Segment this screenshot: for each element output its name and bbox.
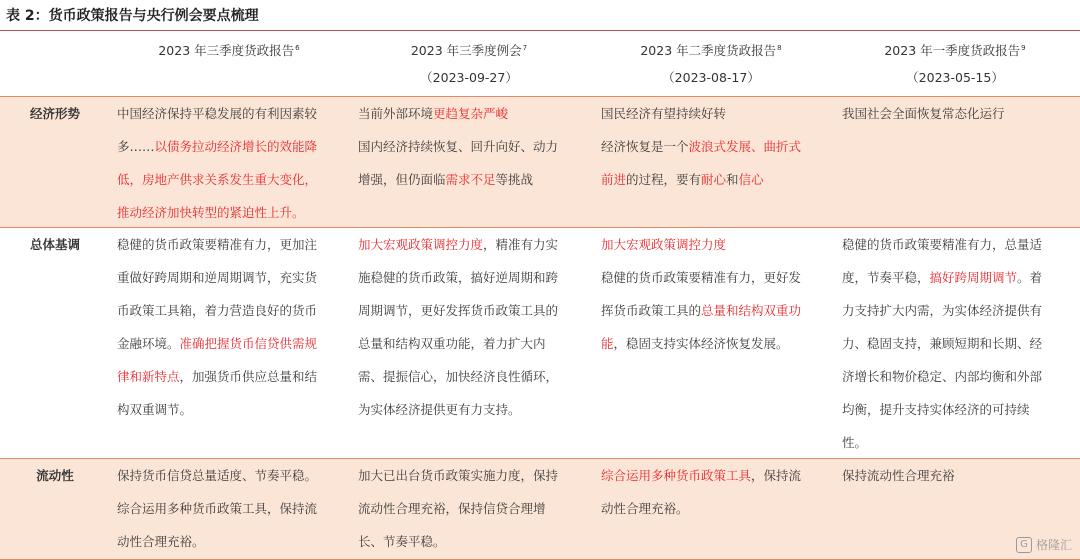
- cell-text: 币政策工具箱，着力营造良好的货币: [117, 303, 318, 318]
- top-rule: [0, 30, 1080, 31]
- cell-text: 多……: [117, 139, 155, 154]
- cell-line: [842, 294, 1078, 327]
- cell-line: [842, 97, 1078, 130]
- cell-line: [358, 393, 596, 426]
- cell-line: [117, 459, 353, 492]
- cell-text: 构双重调节。: [117, 402, 193, 417]
- cell-text: 我国社会全面恢复常态化运行: [842, 106, 1005, 121]
- footnote-marker: 8: [777, 44, 782, 52]
- cell-line: [358, 360, 596, 393]
- cell-text: 等挑战: [495, 172, 534, 187]
- column-header-date: （2023-09-27）: [420, 70, 518, 85]
- column-header-text: 2023 年一季度货政报告: [884, 43, 1021, 59]
- cell-text: 和: [726, 172, 739, 187]
- cell-text: 。着: [1017, 270, 1043, 285]
- watermark-text: 格隆汇: [1035, 538, 1072, 552]
- column-header-title: [835, 35, 1075, 61]
- cell-line: [358, 163, 596, 196]
- cell-text: 总量和结构双重功能，着力扩大内: [358, 336, 546, 351]
- cell-text: 流动性合理充裕，保持信贷合理增: [358, 501, 546, 516]
- column-header-title: [591, 35, 831, 61]
- highlighted-text: 总量和结构双重功: [701, 303, 802, 318]
- cell-text: 均衡，提升支持实体经济的可持续: [842, 402, 1030, 417]
- cell-line: [117, 360, 353, 393]
- table-title: 表 2：货币政策报告与央行例会要点梳理: [6, 8, 259, 24]
- cell-text: 周期调节，更好发挥货币政策工具的: [358, 303, 559, 318]
- cell-line: [601, 261, 837, 294]
- cell-line: [358, 492, 596, 525]
- cell-line: [601, 163, 837, 196]
- cell-line: [117, 327, 353, 360]
- cell-line: [117, 261, 353, 294]
- cell-line: [358, 294, 596, 327]
- cell-text: 当前外部环境: [358, 106, 434, 121]
- column-header-date: （2023-08-17）: [662, 70, 760, 85]
- cell-line: [601, 327, 837, 360]
- cell-line: [842, 327, 1078, 360]
- cell-line: [601, 459, 837, 492]
- row-label: 经济形势: [29, 106, 80, 121]
- highlighted-text: 低，房地产供求关系发生重大变化，: [117, 172, 318, 187]
- cell-text: 需、提振信心，加快经济良性循环，: [358, 369, 559, 384]
- cell-text: ，加强货币供应总量和结: [179, 369, 318, 384]
- cell-text: 保持流动性合理充裕: [842, 468, 955, 483]
- cell-text: 重做好跨周期和逆周期调节，充实货: [117, 270, 318, 285]
- cell-line: [358, 228, 596, 261]
- column-header: [349, 32, 589, 94]
- cell-text: 保持货币信贷总量适度、节奏平稳。: [117, 468, 318, 483]
- cell-line: [842, 393, 1078, 426]
- cell-line: [117, 228, 353, 261]
- cell-line: [117, 525, 353, 558]
- column-header: [109, 32, 349, 94]
- cell-text: 济增长和物价稳定、内部均衡和外部: [842, 369, 1043, 384]
- table-cell: [601, 97, 837, 196]
- table-cell: [358, 228, 596, 426]
- cell-line: [842, 459, 1078, 492]
- cell-line: [601, 294, 837, 327]
- footnote-marker: 7: [522, 44, 528, 52]
- highlighted-text: 准确把握货币信贷供需规: [179, 336, 318, 351]
- table-cell: [117, 459, 353, 558]
- cell-text: 稳健的货币政策要精准有力，总量适: [842, 237, 1043, 252]
- column-header-title: [349, 35, 589, 61]
- highlighted-text: 加大宏观政策调控力度: [358, 237, 484, 252]
- cell-text: 性。: [842, 435, 868, 450]
- watermark-logo: [1016, 534, 1072, 556]
- highlighted-text: 推动经济加快转型的紧迫性上升。: [117, 205, 305, 220]
- gelonghui-logo-icon: G: [1016, 537, 1032, 553]
- cell-line: [117, 163, 353, 196]
- table-cell: [842, 97, 1078, 130]
- cell-line: [358, 459, 596, 492]
- cell-text: ，精准有力实: [483, 237, 559, 252]
- cell-line: [358, 261, 596, 294]
- cell-line: [117, 130, 353, 163]
- highlighted-text: 加大宏观政策调控力度: [601, 237, 727, 252]
- table-cell: [601, 459, 837, 525]
- cell-text: 动性合理充裕。: [601, 501, 689, 516]
- cell-line: [358, 525, 596, 558]
- cell-line: [358, 97, 596, 130]
- cell-line: [601, 492, 837, 525]
- highlighted-text: 能: [601, 336, 614, 351]
- highlighted-text: 信心: [738, 172, 764, 187]
- cell-line: [842, 426, 1078, 459]
- cell-text: 稳健的货币政策要精准有力，更好发: [601, 270, 802, 285]
- cell-text: 加大已出台货币政策实施力度，保持: [358, 468, 559, 483]
- cell-text: 度，节奏平稳，: [842, 270, 930, 285]
- table-cell: [601, 228, 837, 360]
- cell-text: 动性合理充裕。: [117, 534, 205, 549]
- cell-text: 施稳健的货币政策，搞好逆周期和跨: [358, 270, 559, 285]
- highlighted-text: 综合运用多种货币政策工具: [601, 468, 752, 483]
- cell-line: [117, 492, 353, 525]
- table-row: [0, 97, 1080, 228]
- footnote-marker: 9: [1021, 44, 1026, 52]
- cell-text: 经济恢复是一个: [601, 139, 689, 154]
- column-header-date: （2023-05-15）: [906, 70, 1004, 85]
- column-header: [591, 32, 831, 94]
- highlighted-text: 以债务拉动经济增长的效能降: [154, 139, 318, 154]
- table-cell: [358, 459, 596, 558]
- highlighted-text: 波浪式发展、曲折式: [688, 139, 802, 154]
- cell-text: ，保持流: [751, 468, 802, 483]
- cell-line: [601, 97, 837, 130]
- column-header: [835, 32, 1075, 94]
- cell-line: [842, 360, 1078, 393]
- cell-line: [601, 228, 837, 261]
- cell-line: [601, 130, 837, 163]
- cell-text: 为实体经济提供更有力支持。: [358, 402, 521, 417]
- row-label: 流动性: [36, 468, 74, 483]
- table-row: [0, 459, 1080, 560]
- cell-text: ，稳固支持实体经济恢复发展。: [613, 336, 789, 351]
- cell-text: 综合运用多种货币政策工具，保持流: [117, 501, 318, 516]
- highlighted-text: 更趋复杂严峻: [433, 106, 509, 121]
- cell-line: [842, 261, 1078, 294]
- table-cell: [117, 228, 353, 426]
- cell-line: [117, 196, 353, 229]
- highlighted-text: 耐心: [701, 172, 727, 187]
- table-cell: [117, 97, 353, 229]
- table-cell: [842, 228, 1078, 459]
- table-row: [0, 228, 1080, 459]
- cell-text: 力支持扩大内需，为实体经济提供有: [842, 303, 1043, 318]
- column-header-text: 2023 年三季度例会: [410, 43, 522, 59]
- highlighted-text: 搞好跨周期调节: [929, 270, 1018, 285]
- cell-text: 长、节奏平稳。: [358, 534, 446, 549]
- cell-text: 金融环境。: [117, 336, 180, 351]
- cell-line: [117, 393, 353, 426]
- cell-text: 中国经济保持平稳发展的有利因素较: [117, 106, 318, 121]
- table-cell: [842, 459, 1078, 492]
- highlighted-text: 律和新特点: [117, 369, 180, 384]
- highlighted-text: 前进: [601, 172, 627, 187]
- cell-text: 稳健的货币政策要精准有力，更加注: [117, 237, 318, 252]
- cell-text: 国民经济有望持续好转: [601, 106, 727, 121]
- column-header-text: 2023 年二季度货政报告: [640, 43, 777, 59]
- highlighted-text: 需求不足: [445, 172, 496, 187]
- row-label: 总体基调: [29, 237, 80, 252]
- cell-line: [117, 294, 353, 327]
- column-header-title: [109, 35, 349, 61]
- cell-text: 力、稳固支持，兼顾短期和长期、经: [842, 336, 1043, 351]
- cell-line: [842, 228, 1078, 261]
- cell-text: 的过程，要有: [626, 172, 702, 187]
- footnote-marker: 6: [295, 44, 300, 52]
- table-cell: [358, 97, 596, 196]
- column-header-text: 2023 年三季度货政报告: [158, 43, 295, 59]
- cell-line: [358, 327, 596, 360]
- cell-text: 国内经济持续恢复、回升向好、动力: [358, 139, 559, 154]
- cell-line: [358, 130, 596, 163]
- cell-text: 增强，但仍面临: [358, 172, 446, 187]
- cell-text: 挥货币政策工具的: [601, 303, 702, 318]
- cell-line: [117, 97, 353, 130]
